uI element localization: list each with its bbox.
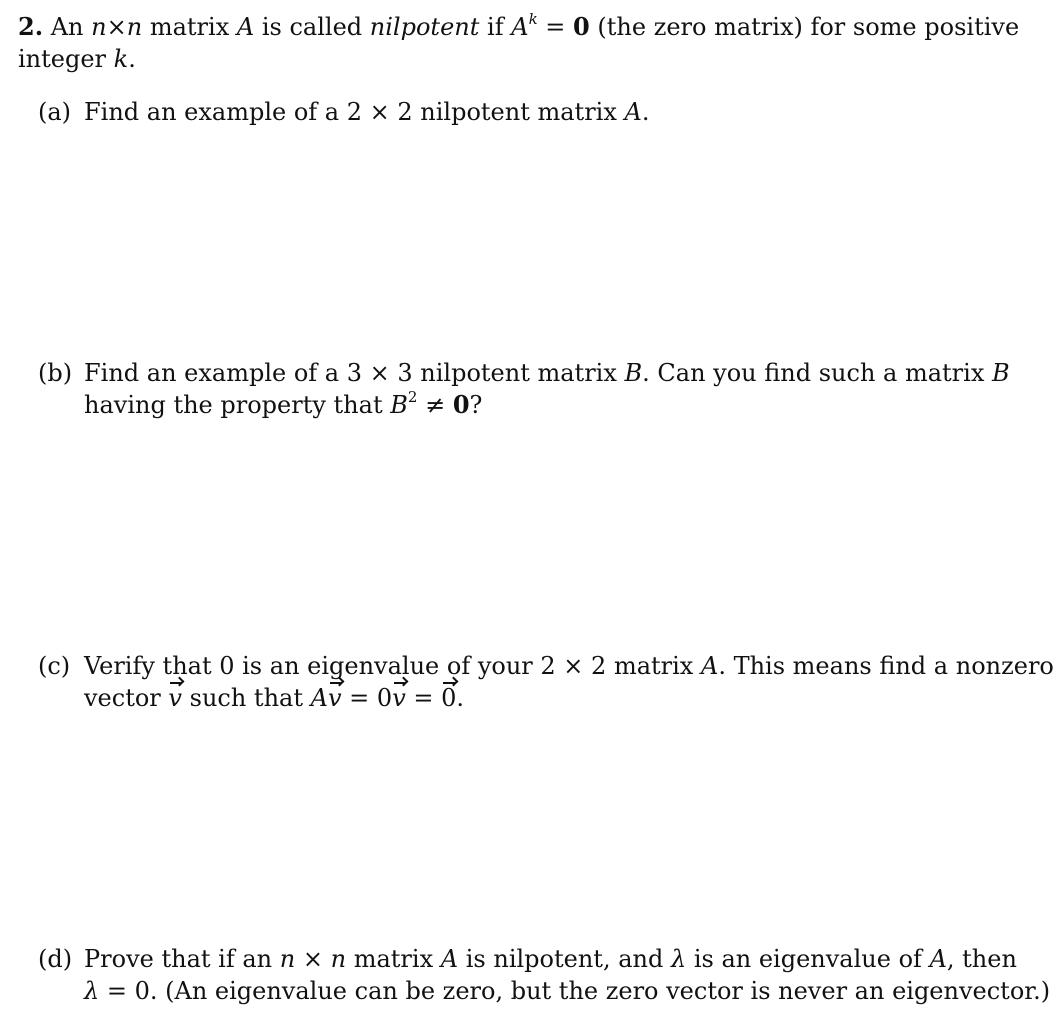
problem-statement-line-2 bbox=[18, 44, 136, 74]
intro-zero-matrix: 0 bbox=[573, 12, 590, 41]
intro-text-f: integer bbox=[18, 45, 107, 73]
part-b-zero-matrix: 0 bbox=[452, 390, 470, 419]
part-d-times: × bbox=[302, 945, 323, 973]
intro-period: . bbox=[128, 45, 136, 73]
part-c-line2-a: vector bbox=[84, 684, 161, 712]
part-a-text bbox=[84, 97, 650, 127]
intro-text-a: An bbox=[50, 13, 84, 41]
part-d-lambda2: λ bbox=[84, 977, 100, 1005]
part-d-line1-d: is an eigenvalue of bbox=[693, 945, 922, 973]
part-c-var-A2: A bbox=[310, 684, 328, 712]
part-a-end: . bbox=[641, 98, 650, 126]
intro-n2: n bbox=[126, 13, 143, 41]
part-b-question: ? bbox=[469, 391, 483, 419]
part-a-label: (a) bbox=[38, 98, 72, 126]
part-a-var-A: A bbox=[624, 98, 642, 126]
nilpotent-term: nilpotent bbox=[369, 13, 480, 41]
intro-text-d: if bbox=[487, 13, 504, 41]
part-c-text-line1 bbox=[84, 651, 1054, 681]
part-b-label: (b) bbox=[38, 359, 73, 387]
part-b-line2-a: having the property that bbox=[84, 391, 383, 419]
part-d-lambda1: λ bbox=[670, 945, 687, 973]
part-b-var-B1: B bbox=[624, 359, 643, 387]
part-d-text-line1 bbox=[84, 944, 1017, 974]
part-c-eq1: = 0 bbox=[349, 684, 393, 712]
part-c-line2-b: such that bbox=[189, 684, 303, 712]
part-b-var-B2: B bbox=[992, 359, 1010, 387]
part-c-vector-v2: v bbox=[327, 684, 342, 712]
part-c-line1-b: . This means find a nonzero bbox=[718, 652, 1054, 680]
intro-times: × bbox=[106, 13, 127, 41]
part-d-line1-c: is nilpotent, and bbox=[465, 945, 664, 973]
problem-statement-line-1 bbox=[18, 12, 1019, 42]
intro-equals: = bbox=[545, 13, 566, 41]
part-d-text-line2 bbox=[84, 976, 1050, 1006]
part-b-exponent: 2 bbox=[407, 388, 418, 406]
part-d-n2: n bbox=[330, 945, 347, 973]
intro-var-k: k bbox=[113, 45, 129, 73]
part-b-var-B3: B bbox=[390, 391, 408, 419]
part-b-line1-b: . Can you find such a matrix bbox=[642, 359, 985, 387]
intro-exponent-k: k bbox=[528, 10, 538, 28]
part-b-text-line1 bbox=[84, 358, 1010, 388]
part-b-neq: ≠ bbox=[425, 391, 446, 419]
part-d-line2-a: = 0. (An eigenvalue can be zero, but the zero vector is never an eigenvector.) bbox=[106, 977, 1051, 1005]
part-c-vector-v3: v bbox=[392, 684, 406, 712]
part-d-var-A2: A bbox=[929, 945, 947, 973]
part-d-var-A1: A bbox=[440, 945, 459, 973]
intro-n1: n bbox=[91, 13, 107, 41]
part-d-n1: n bbox=[279, 945, 296, 973]
problem-number: 2. bbox=[18, 12, 44, 41]
part-c-var-A: A bbox=[700, 652, 719, 680]
part-d-label: (d) bbox=[38, 945, 73, 973]
part-c-end: . bbox=[456, 684, 465, 712]
part-c-zero-vector: 0 bbox=[441, 684, 457, 712]
intro-var-Ak: A bbox=[511, 13, 529, 41]
part-d-line1-e: , then bbox=[946, 945, 1017, 973]
part-a-line1: Find an example of a 2 × 2 nilpotent matrix bbox=[84, 98, 617, 126]
part-b-text-line2 bbox=[84, 390, 482, 420]
part-c-eq2: = bbox=[413, 684, 434, 712]
part-c-line1-a: Verify that 0 is an eigenvalue of your 2 × 2 matrix bbox=[84, 652, 694, 680]
part-d-line1-b: matrix bbox=[353, 945, 434, 973]
part-d-line1-a: Prove that if an bbox=[84, 945, 273, 973]
part-c-text-line2 bbox=[84, 683, 464, 713]
intro-text-b: matrix bbox=[149, 13, 230, 41]
part-c-label: (c) bbox=[38, 652, 71, 680]
part-b-line1-a: Find an example of a 3 × 3 nilpotent matrix bbox=[84, 359, 617, 387]
part-c-vector-v1: v bbox=[168, 684, 182, 712]
intro-text-e: (the zero matrix) for some positive bbox=[597, 13, 1020, 41]
intro-var-A: A bbox=[236, 13, 255, 41]
intro-text-c: is called bbox=[261, 13, 363, 41]
